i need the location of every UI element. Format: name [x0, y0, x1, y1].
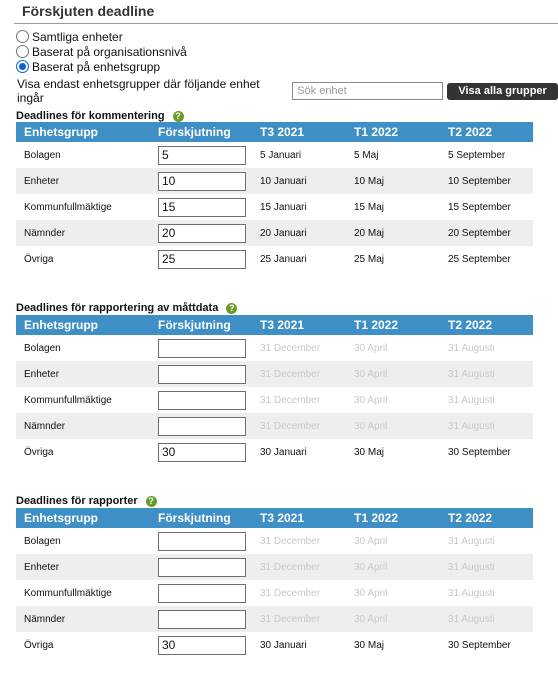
deadline-date: 25 September	[448, 253, 511, 265]
offset-input[interactable]	[158, 610, 246, 629]
deadline-date: 30 September	[448, 446, 511, 458]
deadline-date: 31 Augusti	[448, 587, 495, 599]
deadline-date: 25 Januari	[260, 253, 307, 265]
unit-group-name: Bolagen	[24, 342, 61, 354]
section-title	[16, 302, 237, 314]
offset-cell	[150, 335, 252, 361]
offset-cell	[150, 580, 252, 606]
deadline-date: 5 September	[448, 149, 506, 161]
deadline-date: 31 December	[260, 587, 321, 599]
deadline-date: 31 Augusti	[448, 535, 495, 547]
unit-search-input[interactable]	[292, 82, 443, 100]
offset-input[interactable]	[158, 636, 246, 655]
offset-input[interactable]	[158, 443, 246, 462]
deadline-date: 30 April	[354, 587, 388, 599]
deadline-date: 30 Januari	[260, 639, 307, 651]
help-icon[interactable]: ?	[146, 496, 157, 507]
column-header: T2 2022	[440, 122, 533, 142]
deadline-date: 31 December	[260, 394, 321, 406]
deadline-date: 15 Maj	[354, 201, 385, 213]
offset-input[interactable]	[158, 146, 246, 165]
column-header: T1 2022	[346, 122, 440, 142]
help-icon[interactable]: ?	[173, 111, 184, 122]
unit-group-name: Kommunfullmäktige	[24, 394, 112, 406]
offset-input[interactable]	[158, 558, 246, 577]
offset-cell	[150, 220, 252, 246]
column-header: T1 2022	[346, 508, 440, 528]
section-title-text: Deadlines för rapportering av måttdata	[16, 302, 219, 314]
unit-group-name: Bolagen	[24, 149, 61, 161]
offset-input[interactable]	[158, 417, 246, 436]
radio-label: Baserat på enhetsgrupp	[32, 59, 161, 74]
section-title-text: Deadlines för kommentering	[16, 110, 165, 122]
offset-input[interactable]	[158, 339, 246, 358]
title-divider	[14, 23, 558, 24]
radio-button[interactable]	[16, 30, 29, 43]
deadline-date: 15 Januari	[260, 201, 307, 213]
table-row	[16, 194, 533, 220]
column-header: T2 2022	[440, 508, 533, 528]
offset-input[interactable]	[158, 584, 246, 603]
scope-option-unit-group[interactable]	[16, 59, 187, 74]
deadline-table	[16, 508, 533, 658]
column-header: Enhetsgrupp	[16, 315, 150, 335]
column-header: T3 2021	[252, 122, 346, 142]
scope-option-all-units[interactable]	[16, 29, 187, 44]
offset-cell	[150, 606, 252, 632]
unit-group-name: Nämnder	[16, 606, 150, 632]
offset-cell	[150, 554, 252, 580]
deadline-date: 10 Januari	[252, 168, 346, 194]
deadline-date: 30 April	[354, 342, 388, 354]
column-header: Enhetsgrupp	[16, 122, 150, 142]
offset-cell	[150, 246, 252, 272]
column-header: T1 2022	[346, 315, 440, 335]
table-row	[16, 413, 533, 439]
offset-cell	[150, 194, 252, 220]
table-row	[16, 246, 533, 272]
radio-button[interactable]	[16, 45, 29, 58]
deadline-date: 20 September	[440, 220, 533, 246]
deadline-date: 31 Augusti	[448, 394, 495, 406]
section-title	[16, 110, 184, 122]
deadline-date: 30 Maj	[354, 639, 385, 651]
unit-group-name: Enheter	[16, 361, 150, 387]
offset-cell	[150, 632, 252, 658]
unit-group-name: Övriga	[24, 639, 54, 651]
deadline-date: 5 Januari	[260, 149, 302, 161]
help-icon[interactable]: ?	[226, 303, 237, 314]
column-header: Förskjutning	[150, 508, 252, 528]
table-row	[16, 632, 533, 658]
table-row	[16, 580, 533, 606]
unit-filter-row	[17, 77, 558, 105]
deadline-date: 31 December	[252, 413, 346, 439]
deadline-date: 30 Maj	[354, 446, 385, 458]
deadline-table	[16, 315, 533, 465]
column-header: Förskjutning	[150, 315, 252, 335]
radio-button-selected[interactable]	[16, 60, 29, 73]
deadline-date: 30 Januari	[260, 446, 307, 458]
column-header: Enhetsgrupp	[16, 508, 150, 528]
show-all-groups-button[interactable]: Visa alla grupper	[447, 83, 558, 100]
offset-input[interactable]	[158, 250, 246, 269]
offset-cell	[150, 168, 252, 194]
table-row	[16, 606, 533, 632]
deadline-date: 20 Januari	[252, 220, 346, 246]
deadline-date: 10 Maj	[346, 168, 440, 194]
offset-input[interactable]	[158, 224, 246, 243]
unit-group-name: Bolagen	[24, 535, 61, 547]
offset-input[interactable]	[158, 365, 246, 384]
deadline-date: 25 Maj	[354, 253, 385, 265]
deadline-date: 31 December	[260, 342, 321, 354]
table-row	[16, 335, 533, 361]
deadline-date: 10 September	[440, 168, 533, 194]
table-header-row	[16, 122, 533, 142]
table-row	[16, 528, 533, 554]
deadline-table	[16, 122, 533, 272]
unit-group-name: Nämnder	[16, 220, 150, 246]
deadline-date: 31 Augusti	[440, 413, 533, 439]
offset-cell	[150, 528, 252, 554]
deadline-date: 31 December	[252, 606, 346, 632]
page-title: Förskjuten deadline	[22, 3, 155, 19]
deadline-date: 30 April	[354, 535, 388, 547]
unit-group-name: Enheter	[16, 168, 150, 194]
offset-cell	[150, 413, 252, 439]
radio-label: Baserat på organisationsnivå	[32, 44, 187, 59]
column-header: T2 2022	[440, 315, 533, 335]
deadline-date: 31 December	[252, 554, 346, 580]
column-header: T3 2021	[252, 315, 346, 335]
section-title-text: Deadlines för rapporter	[16, 495, 138, 507]
section-title	[16, 495, 157, 507]
deadline-date: 20 Maj	[346, 220, 440, 246]
table-row	[16, 439, 533, 465]
table-row	[16, 168, 533, 194]
deadline-date: 30 April	[346, 606, 440, 632]
deadline-date: 30 April	[346, 413, 440, 439]
table-row	[16, 554, 533, 580]
table-row	[16, 387, 533, 413]
unit-group-name: Enheter	[16, 554, 150, 580]
table-header-row	[16, 508, 533, 528]
scope-option-org-level[interactable]	[16, 44, 187, 59]
unit-group-name: Nämnder	[16, 413, 150, 439]
offset-cell	[150, 142, 252, 168]
offset-input[interactable]	[158, 391, 246, 410]
deadline-date: 31 December	[260, 535, 321, 547]
table-row	[16, 142, 533, 168]
unit-filter-label: Visa endast enhetsgrupper där följande enhet ingår	[17, 77, 260, 105]
deadline-date: 31 December	[252, 361, 346, 387]
unit-group-name: Övriga	[24, 253, 54, 265]
offset-cell	[150, 439, 252, 465]
offset-input[interactable]	[158, 172, 246, 191]
deadline-date: 31 Augusti	[448, 342, 495, 354]
deadline-date: 31 Augusti	[440, 554, 533, 580]
table-row	[16, 220, 533, 246]
deadline-date: 30 April	[354, 394, 388, 406]
deadline-date: 30 April	[346, 554, 440, 580]
deadline-date: 31 Augusti	[440, 606, 533, 632]
offset-cell	[150, 387, 252, 413]
offset-input[interactable]	[158, 532, 246, 551]
deadline-date: 15 September	[448, 201, 511, 213]
scope-radio-group	[16, 29, 187, 74]
table-row	[16, 361, 533, 387]
unit-group-name: Kommunfullmäktige	[24, 201, 112, 213]
table-header-row	[16, 315, 533, 335]
offset-input[interactable]	[158, 198, 246, 217]
unit-group-name: Övriga	[24, 446, 54, 458]
offset-cell	[150, 361, 252, 387]
deadline-date: 31 Augusti	[440, 361, 533, 387]
unit-group-name: Kommunfullmäktige	[24, 587, 112, 599]
column-header: Förskjutning	[150, 122, 252, 142]
deadline-date: 5 Maj	[354, 149, 379, 161]
deadline-date: 30 September	[448, 639, 511, 651]
deadline-date: 30 April	[346, 361, 440, 387]
column-header: T3 2021	[252, 508, 346, 528]
radio-label: Samtliga enheter	[32, 29, 123, 44]
